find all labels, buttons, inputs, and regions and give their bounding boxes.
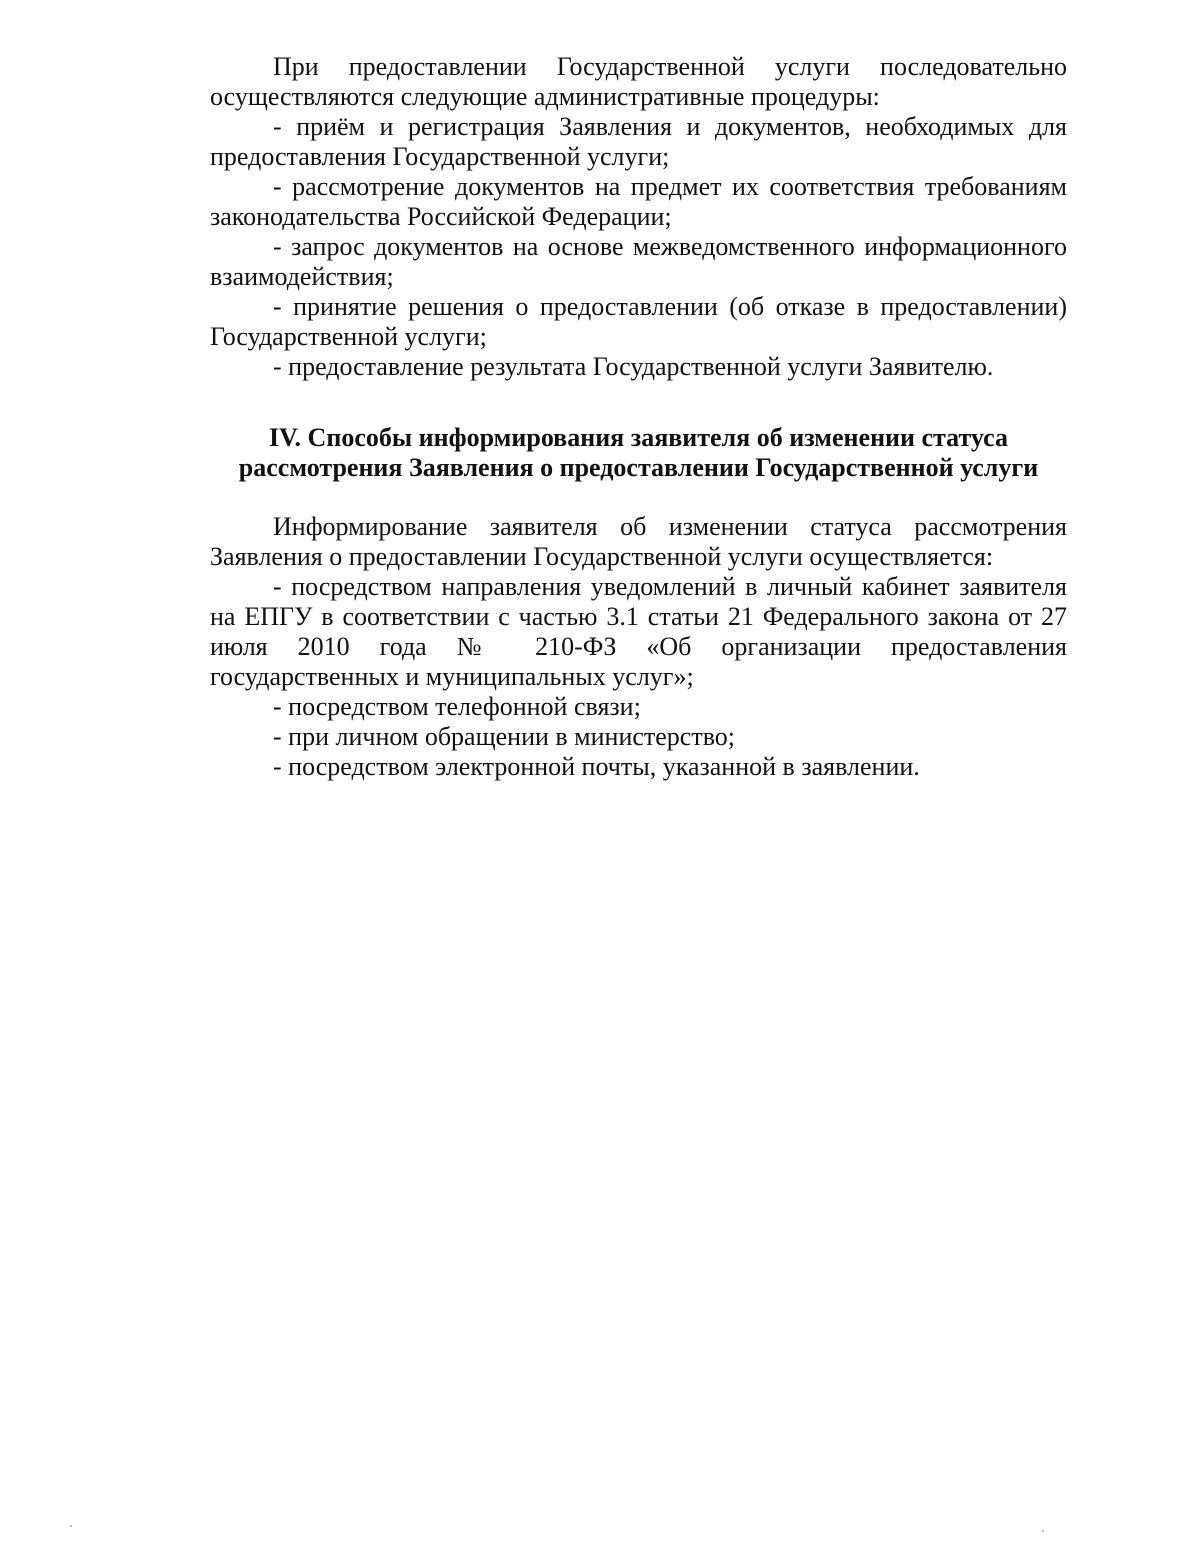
procedure-item: - запрос документов на основе межведомственного информационного взаимодействия; bbox=[210, 232, 1067, 291]
informing-intro: Информирование заявителя об изменении статуса рассмотрения Заявления о предоставлении Государственной услуги осуществляется: bbox=[210, 512, 1067, 571]
section-heading-line2: рассмотрения Заявления о предоставлении Государственной услуги bbox=[238, 453, 1039, 482]
informing-item: - посредством направления уведомлений в личный кабинет заявителя на ЕПГУ в соответствии с частью 3.1 статьи 21 Федерального закона от 27 июля 2010 года № 210-ФЗ «Об организации предоставления государственных и муниципальных услуг»; bbox=[210, 572, 1067, 691]
informing-section bbox=[210, 512, 1067, 782]
procedures-intro: При предоставлении Государственной услуги последовательно осуществляются следующие административные процедуры: bbox=[210, 52, 1067, 111]
procedure-item: - предоставление результата Государственной услуги Заявителю. bbox=[273, 352, 994, 381]
procedure-item: - приём и регистрация Заявления и документов, необходимых для предоставления Государственной услуги; bbox=[210, 112, 1067, 171]
informing-item: - при личном обращении в министерство; bbox=[273, 722, 736, 751]
procedure-item: - рассмотрение документов на предмет их соответствия требованиям законодательства Российской Федерации; bbox=[210, 172, 1067, 231]
procedures-section bbox=[210, 52, 1067, 382]
scan-speck bbox=[1042, 1530, 1044, 1532]
section-heading bbox=[210, 423, 1067, 483]
informing-item: - посредством телефонной связи; bbox=[273, 692, 641, 721]
section-heading-line1: IV. Способы информирования заявителя об изменении статуса bbox=[269, 423, 1008, 452]
informing-item: - посредством электронной почты, указанной в заявлении. bbox=[273, 752, 920, 781]
procedure-item: - принятие решения о предоставлении (об отказе в предоставлении) Государственной услуги; bbox=[210, 292, 1067, 351]
scan-speck bbox=[70, 1525, 72, 1527]
